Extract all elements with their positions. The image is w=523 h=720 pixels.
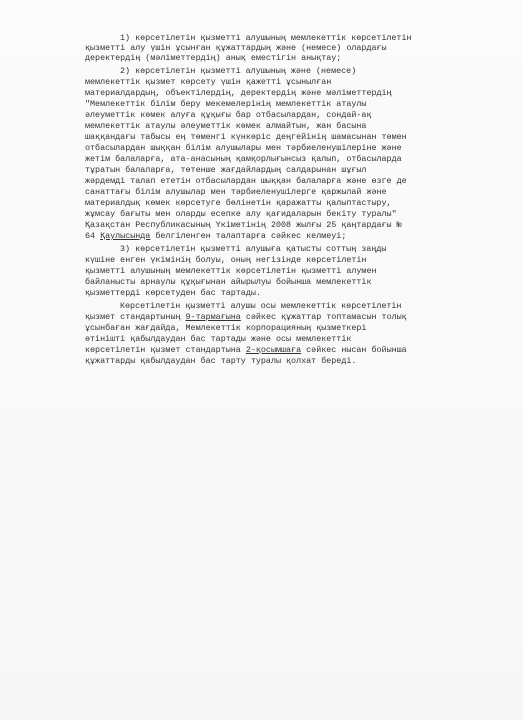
text-line: мемлекеттік қызмет көрсету үшін қажетті ұсынылған xyxy=(85,77,332,87)
resolution-link[interactable]: Қаулысында xyxy=(100,231,151,241)
text-line: материалдардың, объектілердің, деректердің және мәліметтердің xyxy=(85,88,392,98)
text-line: жәрдемді талап ететін отбасылардан шыққан балаларға және өзге де xyxy=(85,176,407,186)
text-line: қызметтерді көрсетуден бас тартады. xyxy=(85,288,261,298)
text-line: қызметті алу үшін ұсынған құжаттардың және (немесе) олардағы xyxy=(85,43,387,53)
text-line: санаттағы білім алушылар мен тәрбиеленушілерге қаржылай және xyxy=(85,187,387,197)
text-segment: көрсетілетін қызмет стандартына xyxy=(85,345,246,355)
text-line: 3) көрсетілетін қызметті алушыға қатысты соттың заңды xyxy=(120,244,387,254)
text-segment: қызмет стандартының xyxy=(85,312,186,322)
text-line: отбасылардан шыққан білім алушылары мен тәрбиеленушілеріне және xyxy=(85,143,402,153)
text-line: шаққандағы табысы ең төменгі күнкөріс деңгейінің шамасынан төмен xyxy=(85,132,407,142)
appendix-2-link[interactable]: 2-қосымшаға xyxy=(245,345,302,355)
text-line: байланысты арнаулы құқығынан айырылуы бойынша мемлекеттік xyxy=(85,277,372,287)
text-line: әлеуметтік көмек алуға құқығы бар отбасылардан, сондай-ақ xyxy=(85,110,372,120)
text-line: Көрсетілетін қызметті алушы осы мемлекеттік көрсетілетін xyxy=(120,301,402,311)
text-line xyxy=(85,312,407,322)
text-segment: белгіленген талаптарға сәйкес келмеуі; xyxy=(150,231,347,241)
text-line: жұмсау бағыты мен оларды есепке алу қағидаларын бекіту туралы" xyxy=(85,209,397,219)
text-segment: сәйкес құжаттар топтамасын толық xyxy=(240,312,407,322)
text-line: деректердің (мәліметтердің) анық еместігін анықтау; xyxy=(85,53,342,63)
paragraph-9-link[interactable]: 9-тармағына xyxy=(185,312,241,322)
text-line: 2) көрсетілетін қызметті алушының және (немесе) xyxy=(120,66,357,76)
text-line xyxy=(85,345,407,355)
text-line: күшіне енген үкімінің болуы, оның негізінде көрсетілетін xyxy=(85,255,367,265)
text-line: "Мемлекеттік білім беру мекемелерінің мемлекеттік атаулы xyxy=(85,99,367,109)
text-line: құжаттарды қабылдаудан бас тарту туралы қолхат береді. xyxy=(85,356,357,366)
text-line: тұратын балаларға, төтенше жағдайлардың салдарынан шұғыл xyxy=(85,165,367,175)
text-line: қызметті алушының мемлекеттік көрсетілетін қызметті алумен xyxy=(85,266,377,276)
text-segment: сәйкес нысан бойынша xyxy=(301,345,407,355)
text-line: мемлекеттік атаулы әлеуметтік көмек алмайтын, жан басына xyxy=(85,121,367,131)
text-line xyxy=(85,231,346,241)
text-segment: 64 xyxy=(85,231,101,241)
text-line: ұсынбаған жағдайда, Мемлекеттік корпорацияның қызметкері xyxy=(85,323,367,333)
text-line: жетім балаларға, ата-анасының қамқорлығынсыз қалып, отбасыларда xyxy=(85,154,402,164)
text-line: өтінішті қабылдаудан бас тартады және осы мемлекеттік xyxy=(85,334,352,344)
text-line: Қазақстан Республикасының Үкіметінің 2008 жылғы 25 қаңтардағы № xyxy=(85,220,402,230)
text-line: материалдық көмек көрсетуге бөлінетін қаражатты қалыптастыру, xyxy=(85,198,392,208)
text-line: 1) көрсетілетін қызметті алушының мемлекеттік көрсетілетін xyxy=(120,33,412,43)
